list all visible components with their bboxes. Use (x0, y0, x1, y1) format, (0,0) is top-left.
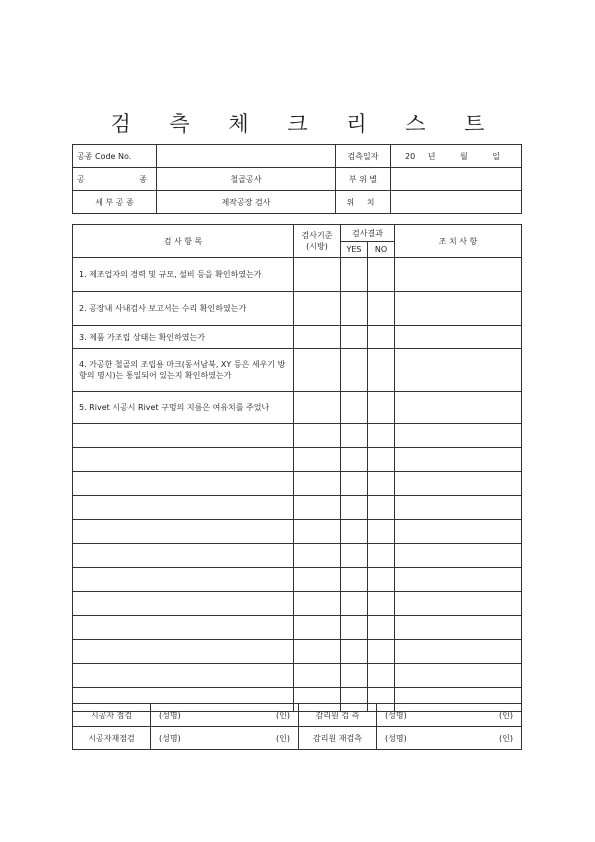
checklist-row (73, 448, 522, 472)
checklist-item-text (73, 424, 294, 448)
criteria-cell[interactable] (294, 472, 341, 496)
criteria-cell[interactable] (294, 496, 341, 520)
checklist-item-text (73, 568, 294, 592)
checklist-row (73, 496, 522, 520)
checklist-item-text (73, 544, 294, 568)
contractor-recheck-signature[interactable] (151, 727, 299, 750)
action-cell[interactable] (395, 349, 522, 392)
action-cell[interactable] (395, 568, 522, 592)
checklist-item-text: 5. Rivet 시공시 Rivet 구멍의 지름은 여유치를 주었나 (73, 392, 294, 424)
no-cell[interactable] (368, 424, 395, 448)
checklist-row (73, 424, 522, 448)
criteria-cell[interactable] (294, 616, 341, 640)
action-cell[interactable] (395, 472, 522, 496)
name-hint: (성명) (159, 710, 181, 720)
date-month-unit: 월 (460, 151, 468, 161)
part-value[interactable] (391, 168, 522, 191)
supervisor-label: 감리원 검 측 (299, 704, 377, 727)
supervisor-recheck-signature[interactable] (377, 727, 522, 750)
header-no: NO (368, 242, 395, 258)
yes-cell[interactable] (341, 292, 368, 326)
checklist-row (73, 544, 522, 568)
yes-cell[interactable] (341, 448, 368, 472)
checklist-item-text (73, 472, 294, 496)
checklist-item-text: 3. 제품 가조립 상태는 확인하였는가 (73, 326, 294, 349)
signature-table (72, 703, 522, 750)
action-cell[interactable] (395, 616, 522, 640)
criteria-cell[interactable] (294, 349, 341, 392)
part-label: 부 위 별 (336, 168, 391, 191)
action-cell[interactable] (395, 664, 522, 688)
yes-cell[interactable] (341, 326, 368, 349)
checklist-row (73, 616, 522, 640)
yes-cell[interactable] (341, 568, 368, 592)
date-day-unit: 일 (492, 151, 501, 161)
yes-cell[interactable] (341, 424, 368, 448)
action-cell[interactable] (395, 392, 522, 424)
date-year-unit: 년 (427, 151, 436, 161)
supervisor-recheck-label: 감리원 재검측 (299, 727, 377, 750)
header-result: 검사결과 (341, 225, 395, 242)
code-label: 공종 Code No. (73, 145, 157, 168)
seal-hint: (인) (499, 710, 513, 720)
checklist-table (72, 224, 522, 712)
contractor-label: 시공자 점검 (73, 704, 151, 727)
no-cell[interactable] (368, 349, 395, 392)
info-table (72, 144, 522, 214)
checklist-item-text (73, 664, 294, 688)
header-criteria-label: 검사기준 (301, 231, 333, 240)
yes-cell[interactable] (341, 640, 368, 664)
name-hint: (성명) (385, 733, 407, 743)
checklist-item-text: 4. 가공한 철골의 조립용 마크(동서남북, XY 등은 세우기 방향의 명시)는 통일되어 있는지 확인하였는가 (73, 349, 294, 392)
action-cell[interactable] (395, 448, 522, 472)
action-cell[interactable] (395, 496, 522, 520)
criteria-cell[interactable] (294, 448, 341, 472)
yes-cell[interactable] (341, 392, 368, 424)
header-yes: YES (341, 242, 368, 258)
header-criteria-sub: (시방) (306, 242, 328, 251)
yes-cell[interactable] (341, 496, 368, 520)
action-cell[interactable] (395, 424, 522, 448)
checklist-row (73, 568, 522, 592)
criteria-cell[interactable] (294, 664, 341, 688)
date-year: 20 (405, 151, 416, 161)
checklist-item-text (73, 496, 294, 520)
location-label: 위 치 (336, 191, 391, 214)
action-cell[interactable] (395, 258, 522, 292)
checklist-row (73, 326, 522, 349)
criteria-cell[interactable] (294, 326, 341, 349)
yes-cell[interactable] (341, 472, 368, 496)
action-cell[interactable] (395, 520, 522, 544)
work-value[interactable]: 철골공사 (157, 168, 336, 191)
checklist-item-text (73, 448, 294, 472)
date-value[interactable] (391, 145, 522, 168)
detail-value[interactable]: 제작공장 검사 (157, 191, 336, 214)
action-cell[interactable] (395, 544, 522, 568)
header-action: 조 치 사 항 (395, 225, 522, 258)
checklist-item-text: 1. 제조업자의 경력 및 규모, 설비 등을 확인하였는가 (73, 258, 294, 292)
checklist-row (73, 292, 522, 326)
seal-hint: (인) (499, 733, 513, 743)
checklist-item-text (73, 616, 294, 640)
action-cell[interactable] (395, 592, 522, 616)
criteria-cell[interactable] (294, 392, 341, 424)
no-cell[interactable] (368, 258, 395, 292)
action-cell[interactable] (395, 640, 522, 664)
checklist-row (73, 640, 522, 664)
no-cell[interactable] (368, 292, 395, 326)
criteria-cell[interactable] (294, 520, 341, 544)
name-hint: (성명) (385, 710, 407, 720)
no-cell[interactable] (368, 326, 395, 349)
criteria-cell[interactable] (294, 424, 341, 448)
criteria-cell[interactable] (294, 592, 341, 616)
yes-cell[interactable] (341, 616, 368, 640)
supervisor-signature[interactable] (377, 704, 522, 727)
no-cell[interactable] (368, 472, 395, 496)
criteria-cell[interactable] (294, 568, 341, 592)
seal-hint: (인) (276, 710, 290, 720)
name-hint: (성명) (159, 733, 181, 743)
yes-cell[interactable] (341, 664, 368, 688)
no-cell[interactable] (368, 640, 395, 664)
checklist-row (73, 664, 522, 688)
no-cell[interactable] (368, 544, 395, 568)
code-value[interactable] (157, 145, 336, 168)
checklist-row (73, 349, 522, 392)
detail-label: 세 부 공 종 (73, 191, 157, 214)
seal-hint: (인) (276, 733, 290, 743)
header-item: 검 사 항 목 (73, 225, 294, 258)
no-cell[interactable] (368, 520, 395, 544)
criteria-cell[interactable] (294, 258, 341, 292)
location-value[interactable] (391, 191, 522, 214)
checklist-row (73, 520, 522, 544)
checklist-row (73, 472, 522, 496)
checklist-row (73, 592, 522, 616)
no-cell[interactable] (368, 664, 395, 688)
no-cell[interactable] (368, 448, 395, 472)
yes-cell[interactable] (341, 349, 368, 392)
yes-cell[interactable] (341, 258, 368, 292)
no-cell[interactable] (368, 496, 395, 520)
yes-cell[interactable] (341, 544, 368, 568)
no-cell[interactable] (368, 592, 395, 616)
work-label: 공 종 (73, 168, 157, 191)
checklist-item-text (73, 592, 294, 616)
checklist-row (73, 258, 522, 292)
header-criteria (294, 225, 341, 258)
no-cell[interactable] (368, 568, 395, 592)
page-title: 검 측 체 크 리 스 트 (110, 112, 501, 136)
checklist-item-text (73, 520, 294, 544)
date-label: 검측일자 (336, 145, 391, 168)
checklist-item-text (73, 640, 294, 664)
criteria-cell[interactable] (294, 640, 341, 664)
contractor-recheck-label: 시공자재점검 (73, 727, 151, 750)
checklist-row (73, 392, 522, 424)
yes-cell[interactable] (341, 592, 368, 616)
action-cell[interactable] (395, 326, 522, 349)
contractor-signature[interactable] (151, 704, 299, 727)
criteria-cell[interactable] (294, 292, 341, 326)
yes-cell[interactable] (341, 520, 368, 544)
criteria-cell[interactable] (294, 544, 341, 568)
no-cell[interactable] (368, 616, 395, 640)
checklist-item-text: 2. 공장내 사내검사 보고서는 수리 확인하였는가 (73, 292, 294, 326)
action-cell[interactable] (395, 292, 522, 326)
no-cell[interactable] (368, 392, 395, 424)
